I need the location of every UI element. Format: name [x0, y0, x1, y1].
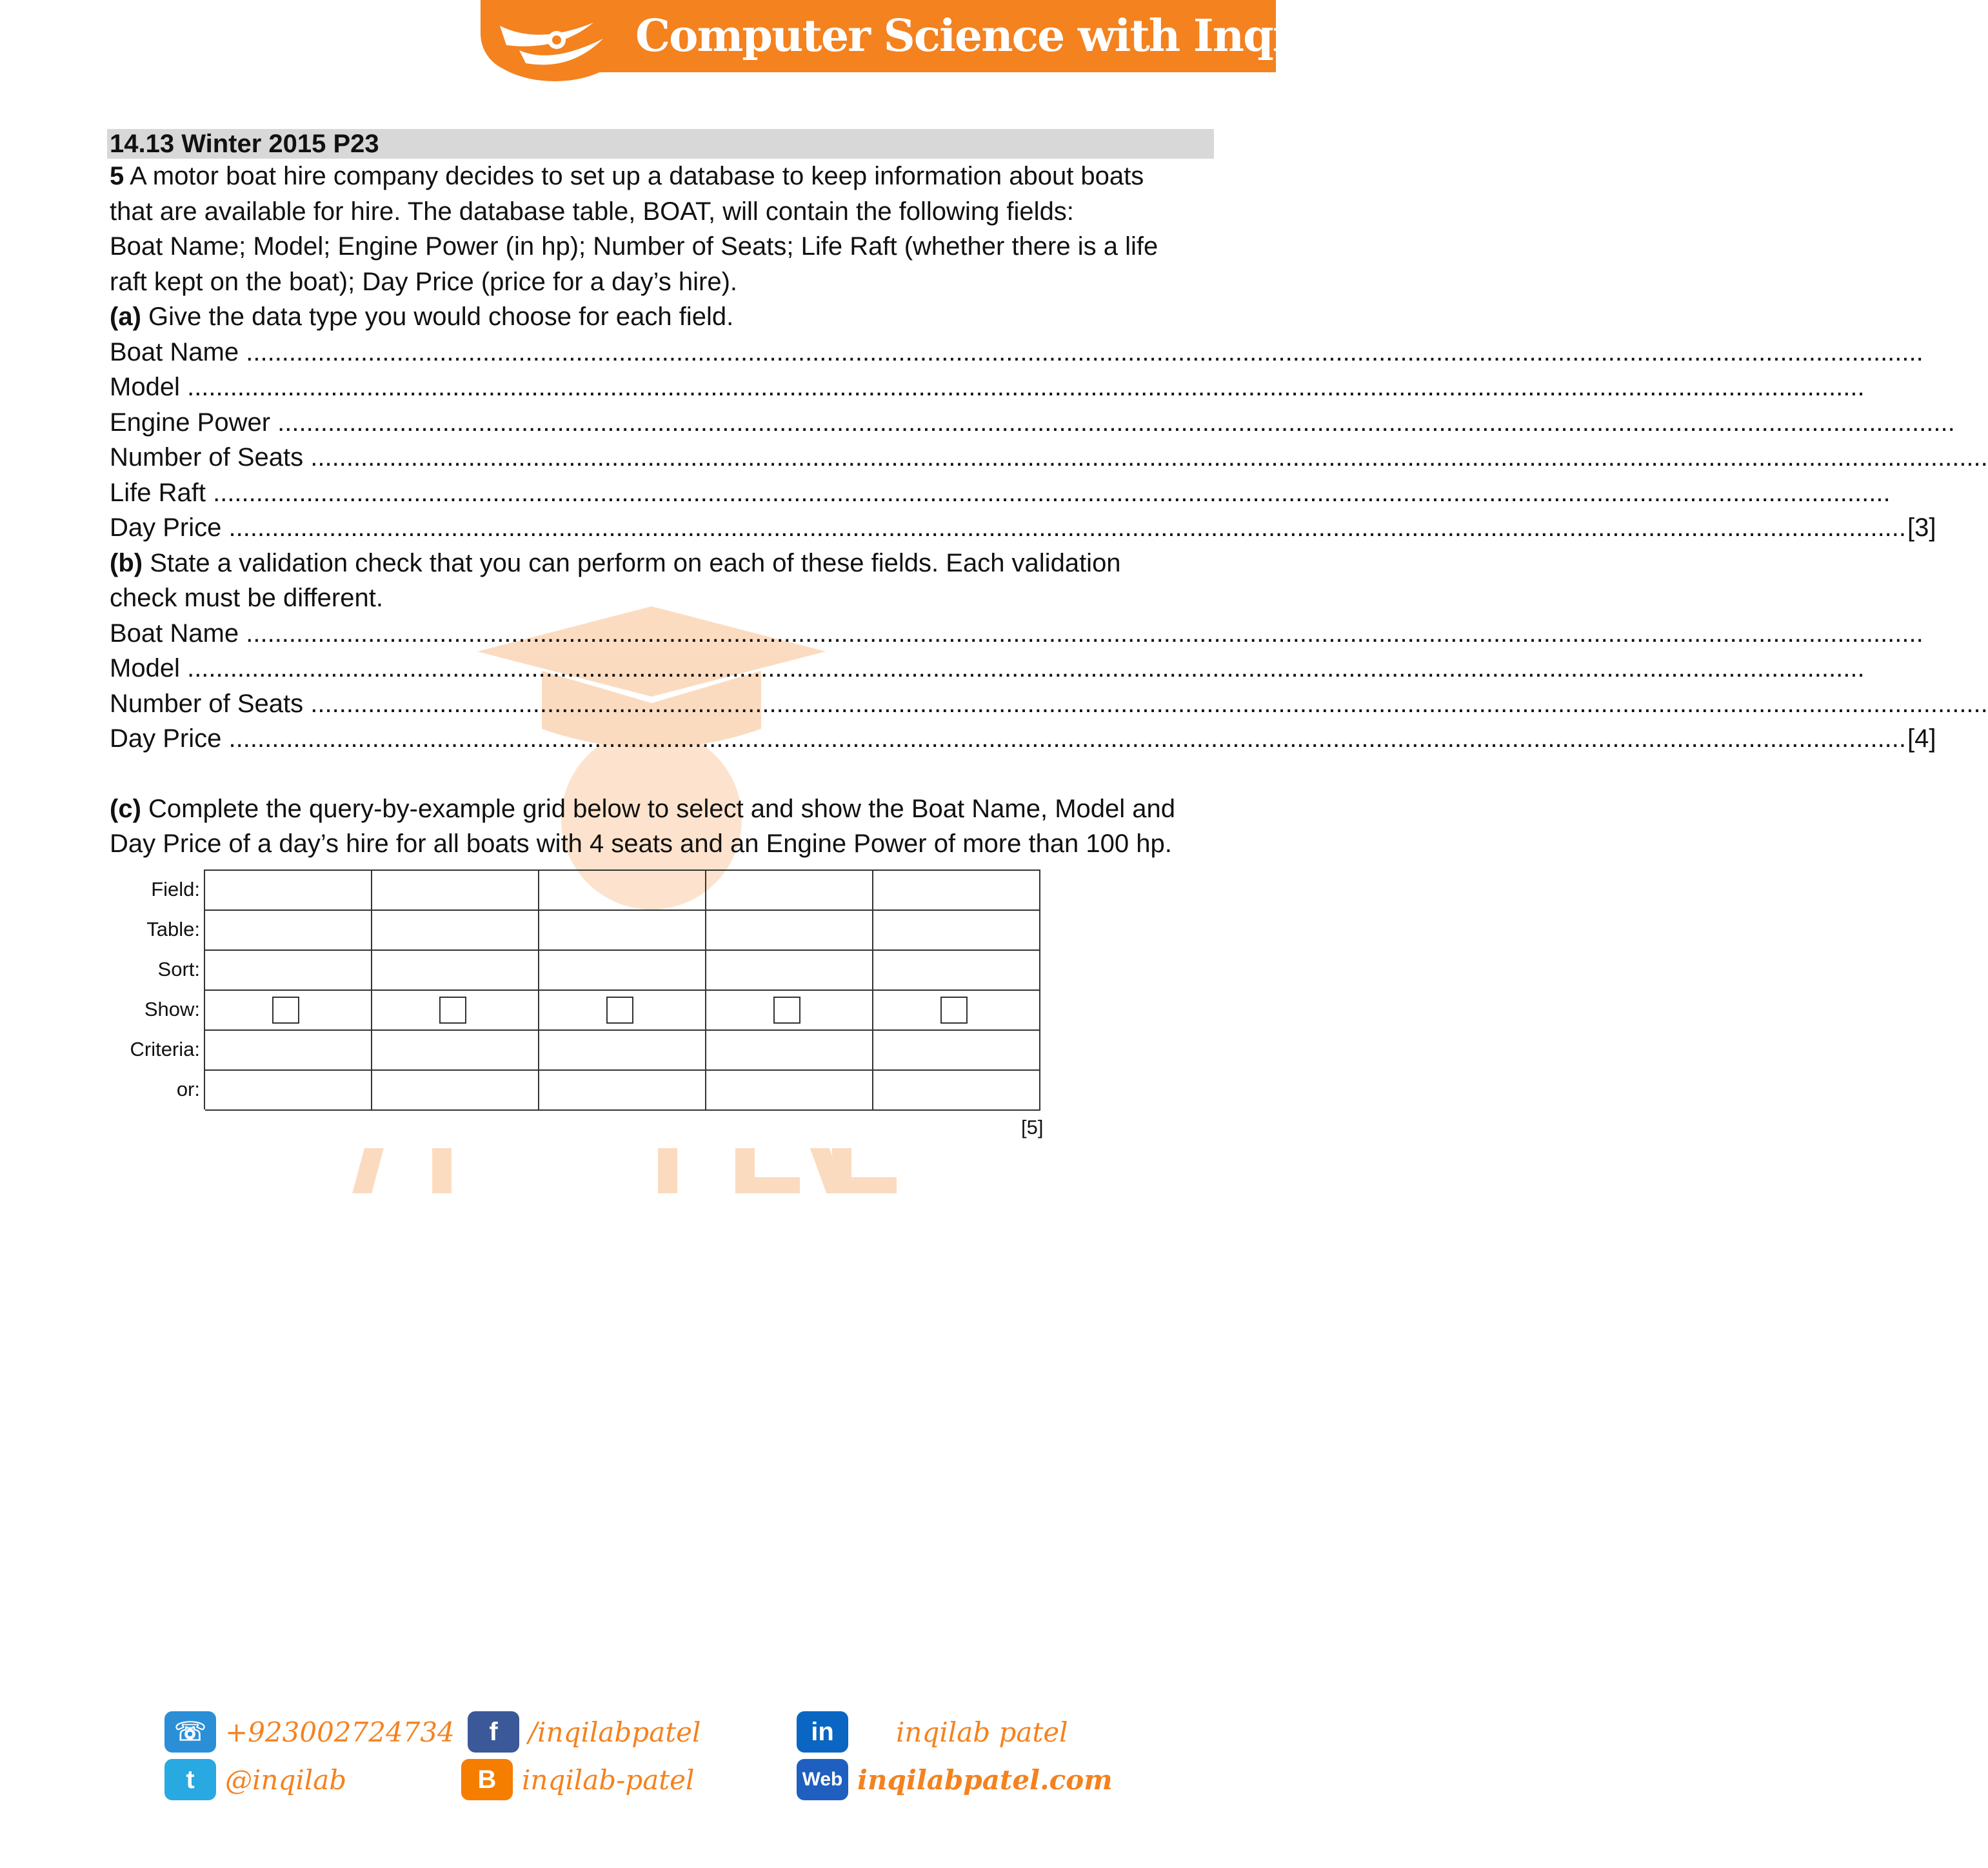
qbe-row-label: Show:	[144, 998, 200, 1020]
qbe-cell[interactable]	[706, 1069, 873, 1111]
answer-line[interactable]: Life Raft ..........................................................................................................................................................................................................................................	[110, 478, 1891, 507]
qbe-cell[interactable]	[372, 1029, 539, 1069]
part-c-prompt: (c) Complete the query-by-example grid below to select and show the Boat Name, Model and	[110, 794, 1175, 823]
intro-line-3: Boat Name; Model; Engine Power (in hp); Number of Seats; Life Raft (whether there is a life	[110, 232, 1158, 261]
twitter-icon: t	[164, 1759, 216, 1800]
qbe-row-label: Criteria:	[130, 1038, 200, 1060]
show-checkbox[interactable]	[606, 997, 633, 1024]
answer-line[interactable]: Boat Name ..........................................................................................................................................................................................................................................	[110, 337, 1923, 366]
qbe-cell[interactable]	[873, 869, 1040, 909]
web-icon: Web	[797, 1759, 848, 1800]
qbe-cell[interactable]	[372, 869, 539, 909]
qbe-cell[interactable]	[539, 1029, 706, 1069]
qbe-cell[interactable]	[873, 1029, 1040, 1069]
qbe-cell[interactable]	[205, 949, 372, 989]
qbe-cell[interactable]	[706, 1029, 873, 1069]
answer-line[interactable]: Boat Name ..........................................................................................................................................................................................................................................	[110, 619, 1923, 648]
qbe-row-label: or:	[176, 1078, 200, 1100]
qbe-cell[interactable]	[706, 949, 873, 989]
qbe-row-or	[110, 1069, 1040, 1109]
qbe-cell[interactable]	[205, 1069, 372, 1111]
qbe-row-field	[110, 869, 1040, 909]
blogger-icon: B	[461, 1759, 513, 1800]
qbe-grid	[110, 869, 1040, 1109]
qbe-cell[interactable]	[873, 949, 1040, 989]
part-a-prompt: (a) Give the data type you would choose for each field.	[110, 303, 734, 331]
question-heading: 14.13 Winter 2015 P23	[107, 129, 1214, 159]
qbe-cell[interactable]	[205, 909, 372, 949]
qbe-row-table	[110, 909, 1040, 949]
marks-b: [4]	[1907, 724, 1936, 753]
footer-phone[interactable]: ☏ +923002724734	[164, 1709, 455, 1754]
marks-c: [5]	[1021, 1116, 1044, 1138]
marks-a: [3]	[1907, 513, 1936, 542]
qbe-cell[interactable]	[873, 1069, 1040, 1111]
qbe-cell	[205, 989, 372, 1029]
qbe-cell[interactable]	[539, 949, 706, 989]
logo-icon	[481, 0, 629, 83]
qbe-cell[interactable]	[706, 869, 873, 909]
qbe-row-label: Field:	[151, 878, 200, 900]
qbe-cell[interactable]	[706, 909, 873, 949]
qbe-cell[interactable]	[539, 1069, 706, 1111]
footer-twitter[interactable]: t @inqilab	[164, 1757, 346, 1802]
footer-contacts	[164, 1709, 1132, 1813]
answer-line[interactable]: Day Price .......................................................................................................................................................................................................................................... [4]	[110, 721, 1144, 757]
qbe-cell[interactable]	[372, 909, 539, 949]
qbe-cell	[372, 989, 539, 1029]
footer-blogger[interactable]: B inqilab-patel	[461, 1757, 694, 1802]
answer-line[interactable]: Number of Seats ..........................................................................................................................................................................................................................................	[110, 443, 1988, 472]
show-checkbox[interactable]	[439, 997, 466, 1024]
qbe-cell[interactable]	[372, 949, 539, 989]
banner-title: Computer Science with Inqilab Patel	[635, 10, 1493, 62]
answer-line[interactable]: Engine Power ..........................................................................................................................................................................................................................................	[110, 408, 1955, 437]
qbe-cell[interactable]	[205, 1029, 372, 1069]
show-checkbox[interactable]	[940, 997, 968, 1024]
answer-line[interactable]: Day Price .......................................................................................................................................................................................................................................... [3]	[110, 510, 1151, 546]
phone-icon: ☏	[164, 1711, 216, 1753]
intro-line-4: raft kept on the boat); Day Price (price for a day’s hire).	[110, 267, 738, 296]
question-number: 5	[110, 162, 124, 190]
intro-line-2: that are available for hire. The database table, BOAT, will contain the following fields:	[110, 197, 1074, 226]
qbe-cell[interactable]	[873, 909, 1040, 949]
qbe-cell	[706, 989, 873, 1029]
qbe-row-label: Sort:	[157, 958, 200, 980]
answer-line[interactable]: Number of Seats ..........................................................................................................................................................................................................................................	[110, 689, 1988, 718]
footer-facebook[interactable]: f /inqilabpatel	[468, 1709, 701, 1754]
qbe-row-label: Table:	[146, 918, 200, 940]
facebook-icon: f	[468, 1711, 519, 1753]
part-b-prompt: (b) State a validation check that you can perform on each of these fields. Each validation	[110, 548, 1121, 577]
question-body	[110, 129, 1988, 862]
qbe-cell	[873, 989, 1040, 1029]
qbe-row-sort	[110, 949, 1040, 989]
part-c-prompt-2: Day Price of a day’s hire for all boats with 4 seats and an Engine Power of more than 100 hp.	[110, 830, 1172, 858]
qbe-cell[interactable]	[539, 909, 706, 949]
linkedin-icon: in	[797, 1711, 848, 1753]
intro-line-1: 5 A motor boat hire company decides to set up a database to keep information about boats	[110, 162, 1144, 190]
qbe-cell[interactable]	[539, 869, 706, 909]
show-checkbox[interactable]	[272, 997, 299, 1024]
footer-linkedin[interactable]: in inqilab patel	[797, 1709, 1068, 1754]
show-checkbox[interactable]	[773, 997, 800, 1024]
qbe-cell	[539, 989, 706, 1029]
part-b-prompt-2: check must be different.	[110, 584, 383, 612]
answer-line[interactable]: Model ..........................................................................................................................................................................................................................................	[110, 654, 1865, 682]
qbe-row-show	[110, 989, 1040, 1029]
answer-line[interactable]: Model ..........................................................................................................................................................................................................................................	[110, 373, 1865, 401]
qbe-cell[interactable]	[205, 869, 372, 909]
footer-website[interactable]: Web inqilabpatel.com	[797, 1757, 1113, 1802]
qbe-row-criteria	[110, 1029, 1040, 1069]
qbe-cell[interactable]	[372, 1069, 539, 1111]
